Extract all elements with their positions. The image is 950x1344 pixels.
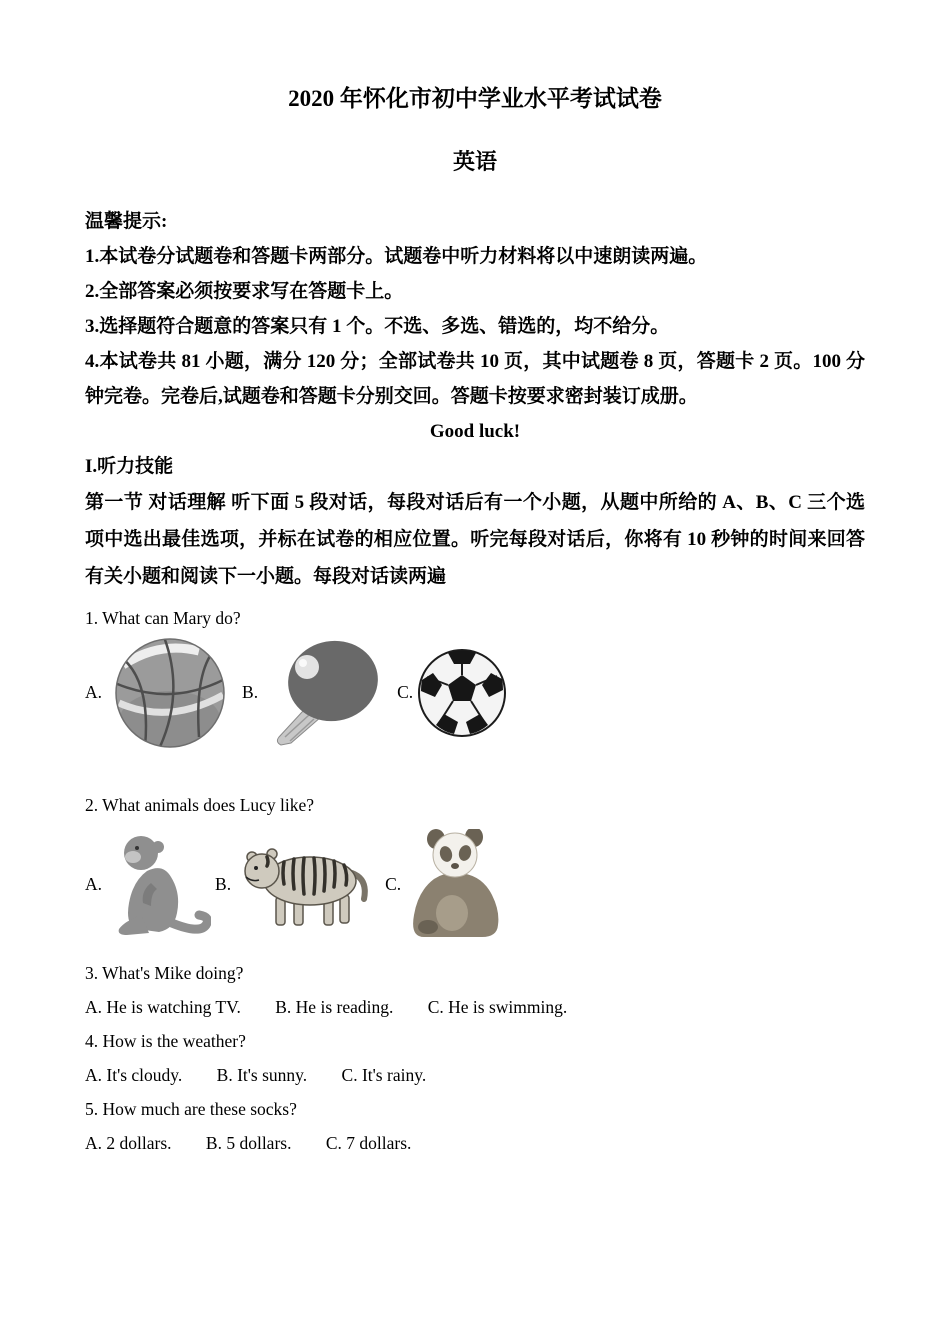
option-c-label: C. [385, 873, 402, 894]
notice-line-3: 3.选择题符合题意的答案只有 1 个。不选、多选、错选的，均不给分。 [85, 316, 670, 337]
option-c-label: C. [397, 682, 414, 702]
question-1-text: 1. What can Mary do? [85, 608, 241, 628]
question-2-options [85, 828, 865, 940]
page-title: 2020 年怀化市初中学业水平考试试卷 [288, 86, 662, 111]
notice-line-2: 2.全部答案必须按要求写在答题卡上。 [85, 281, 404, 302]
question-5-choices [85, 1126, 865, 1160]
question-3-choices [85, 990, 865, 1024]
question-1-option-a [85, 637, 233, 749]
notice-heading: 温馨提示: [85, 211, 168, 232]
option-a-label: A. [85, 682, 103, 702]
question-5-text: 5. How much are these socks? [85, 1099, 297, 1119]
question-5-option-b: B. 5 dollars. [205, 1133, 292, 1153]
option-a-label: A. [85, 873, 103, 894]
subject-title: 英语 [452, 149, 497, 174]
question-5-option-a: A. 2 dollars. [85, 1133, 172, 1153]
option-b-label: B. [215, 873, 232, 894]
question-4-option-c: C. It's rainy. [341, 1065, 427, 1085]
question-5-option-c: C. 7 dollars. [325, 1133, 412, 1153]
question-4-option-a: A. It's cloudy. [85, 1065, 183, 1085]
notice-line-4: 4.本试卷共 81 小题，满分 120 分；全部试卷共 10 页，其中试题卷 8 页，答题卡 2 页。100 分钟完卷。完卷后,试题卷和答题卡分别交回。答题卡按要求密封装订成册。 [85, 351, 865, 407]
question-1-option-c [397, 645, 506, 740]
question-2-option-b [215, 839, 370, 929]
soccer-ball-image [418, 645, 506, 740]
basketball-image [107, 637, 233, 749]
question-3-option-b: B. He is reading. [275, 997, 394, 1017]
monkey-image [107, 829, 211, 939]
question-2-text: 2. What animals does Lucy like? [85, 795, 315, 815]
question-2-option-c [385, 829, 504, 939]
notice-line-1: 1.本试卷分试题卷和答题卡两部分。试题卷中听力材料将以中速朗读两遍。 [85, 246, 708, 267]
part1-instructions: 第一节 对话理解 听下面 5 段对话，每段对话后有一个小题，从题中所给的 A、B、C 三个选项中选出最佳选项，并标在试卷的相应位置。听完每段对话后，你将有 10 秒钟的时间来回答有关小题和阅读下一小题。每段对话读两遍 [85, 492, 865, 587]
question-4-choices [85, 1058, 865, 1092]
good-luck-text: Good luck! [429, 421, 521, 442]
tiger-image [236, 839, 370, 929]
question-1-options [85, 635, 865, 750]
listening-section-heading: I.听力技能 [85, 456, 174, 477]
question-3-text: 3. What's Mike doing? [85, 963, 244, 983]
question-4-text: 4. How is the weather? [85, 1031, 246, 1051]
question-2-option-a [85, 829, 211, 939]
question-1-option-b [242, 639, 381, 746]
question-4-option-b: B. It's sunny. [216, 1065, 308, 1085]
option-b-label: B. [242, 682, 259, 702]
question-3-option-c: C. He is swimming. [427, 997, 568, 1017]
question-3-option-a: A. He is watching TV. [85, 997, 241, 1017]
panda-image [406, 829, 504, 939]
table-tennis-paddle-image [263, 639, 381, 746]
